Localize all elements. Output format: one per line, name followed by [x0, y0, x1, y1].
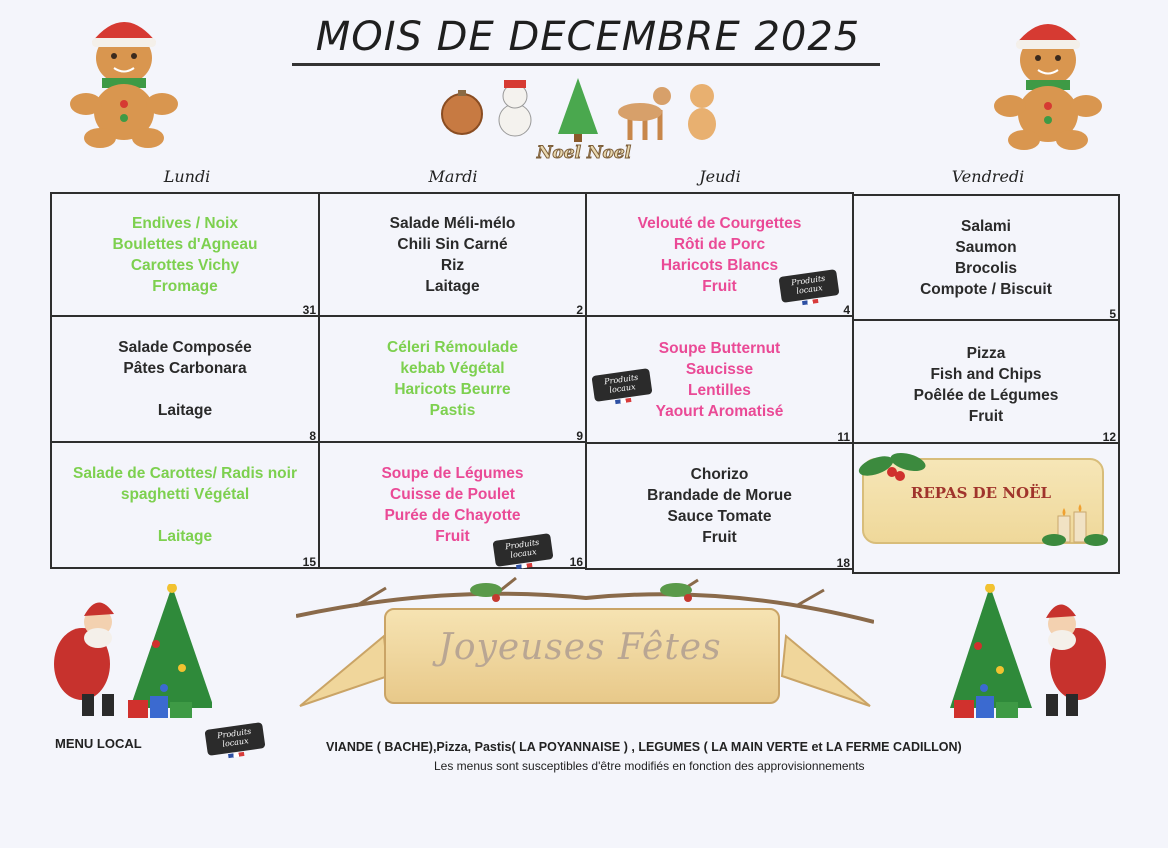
- day-number: 18: [836, 556, 850, 570]
- day-number: 9: [576, 429, 583, 443]
- menu-item: Fruit: [968, 408, 1004, 425]
- candles-icon: [1040, 502, 1110, 550]
- menu-item: Salade de Carottes/ Radis noir: [73, 465, 297, 482]
- gingerbread-left-illustration: [70, 8, 178, 148]
- menu-item: Soupe Butternut: [658, 339, 781, 357]
- menu-item: Pastis: [429, 402, 476, 419]
- menu-local-label: MENU LOCAL: [55, 736, 142, 751]
- day-header-vendredi: Vendredi: [951, 167, 1025, 186]
- menu-item: Purée de Chayotte: [384, 507, 521, 524]
- menu-item: Cuisse de Poulet: [390, 486, 515, 503]
- day-number: 11: [837, 430, 850, 444]
- menu-item: Laitage: [425, 277, 480, 295]
- menu-item: Fruit: [702, 277, 737, 295]
- menu-item: kebab Végétal: [400, 360, 505, 377]
- day-number: 8: [309, 429, 316, 443]
- day-number: 2: [576, 303, 583, 317]
- produits-locaux-badge: Produits locaux: [591, 368, 652, 402]
- menu-cell-week2-vendredi: [852, 319, 1120, 444]
- menu-item: Saucisse: [685, 360, 754, 378]
- day-header-jeudi: Jeudi: [699, 167, 741, 186]
- menu-item: Salade Composée: [118, 339, 252, 356]
- menu-cell-week2-lundi: [50, 315, 320, 443]
- menu-item: Fruit: [702, 529, 737, 546]
- suppliers-text: VIANDE ( BACHE),Pizza, Pastis( LA POYANNAISE ) , LEGUMES ( LA MAIN VERTE et LA FERME CADILLON): [326, 740, 962, 754]
- menu-item: Haricots Blancs: [660, 256, 779, 274]
- day-number: 15: [302, 555, 316, 569]
- menu-item: Brocolis: [954, 259, 1017, 277]
- menu-item: Velouté de Courgettes: [637, 214, 802, 232]
- menu-item: Boulettes d'Agneau: [112, 235, 258, 253]
- menu-cell-week1-vendredi: [852, 194, 1120, 321]
- menu-item: Laitage: [157, 528, 213, 545]
- menu-item: Yaourt Aromatisé: [655, 402, 784, 420]
- menu-item: Chorizo: [690, 466, 749, 483]
- menu-item: Soupe de Légumes: [381, 465, 524, 482]
- day-number: 16: [569, 555, 583, 569]
- produits-locaux-badge: Produits locaux: [204, 722, 265, 756]
- disclaimer-text: Les menus sont susceptibles d'être modifiés en fonction des approvisionnements: [434, 759, 865, 773]
- day-header-lundi: Lundi: [163, 167, 211, 186]
- gingerbread-right-illustration: [994, 10, 1102, 150]
- menu-item: Céleri Rémoulade: [387, 339, 518, 356]
- menu-item: Salami: [961, 217, 1011, 235]
- day-number: 12: [1102, 430, 1116, 444]
- day-number: 5: [1109, 307, 1116, 321]
- menu-cell-week1-lundi: [50, 192, 320, 317]
- menu-item: Salade Méli-mélo: [389, 214, 516, 232]
- page-title: MOIS DE DECEMBRE 2025: [315, 14, 861, 60]
- menu-cell-week3-lundi: [50, 441, 320, 569]
- menu-item: Pizza: [966, 345, 1006, 362]
- menu-item: Carottes Vichy: [130, 256, 240, 274]
- produits-locaux-badge: Produits locaux: [778, 269, 839, 303]
- santa-tree-right-illustration: [950, 584, 1110, 728]
- menu-cell-week1-mardi: [318, 192, 587, 317]
- day-number: 4: [843, 303, 850, 317]
- joyeuses-fetes-label: Joyeuses Fêtes: [438, 627, 722, 668]
- menu-item: Fromage: [152, 277, 218, 295]
- day-number: 31: [302, 303, 316, 317]
- menu-item: Fruit: [435, 528, 470, 545]
- christmas-ornaments-illustration: [440, 72, 730, 144]
- repas-de-noel-label: REPAS DE NOËL: [910, 484, 1052, 502]
- menu-item: Chili Sin Carné: [397, 235, 508, 253]
- menu-item: Compote / Biscuit: [920, 280, 1052, 298]
- noel-noel-label: Noel Noel: [536, 143, 632, 163]
- title-underline: [292, 63, 880, 66]
- menu-cell-week3-jeudi: [585, 442, 854, 570]
- day-header-mardi: Mardi: [428, 167, 478, 186]
- menu-item: Lentilles: [688, 381, 751, 399]
- menu-item: Brandade de Morue: [647, 487, 792, 504]
- produits-locaux-badge: Produits locaux: [492, 533, 553, 567]
- menu-item: Riz: [440, 256, 465, 274]
- menu-item: Endives / Noix: [132, 214, 238, 232]
- menu-item: Haricots Beurre: [394, 381, 511, 398]
- santa-tree-left-illustration: [52, 584, 212, 728]
- menu-item: Pâtes Carbonara: [123, 360, 247, 377]
- menu-item: Poêlée de Légumes: [913, 387, 1059, 404]
- menu-item: Sauce Tomate: [667, 508, 772, 525]
- menu-item: Rôti de Porc: [673, 235, 766, 253]
- menu-cell-week2-mardi: [318, 315, 587, 443]
- menu-item: Saumon: [955, 238, 1017, 256]
- menu-item: spaghetti Végétal: [120, 486, 250, 503]
- menu-item: Laitage: [157, 402, 213, 419]
- menu-item: Fish and Chips: [930, 366, 1042, 383]
